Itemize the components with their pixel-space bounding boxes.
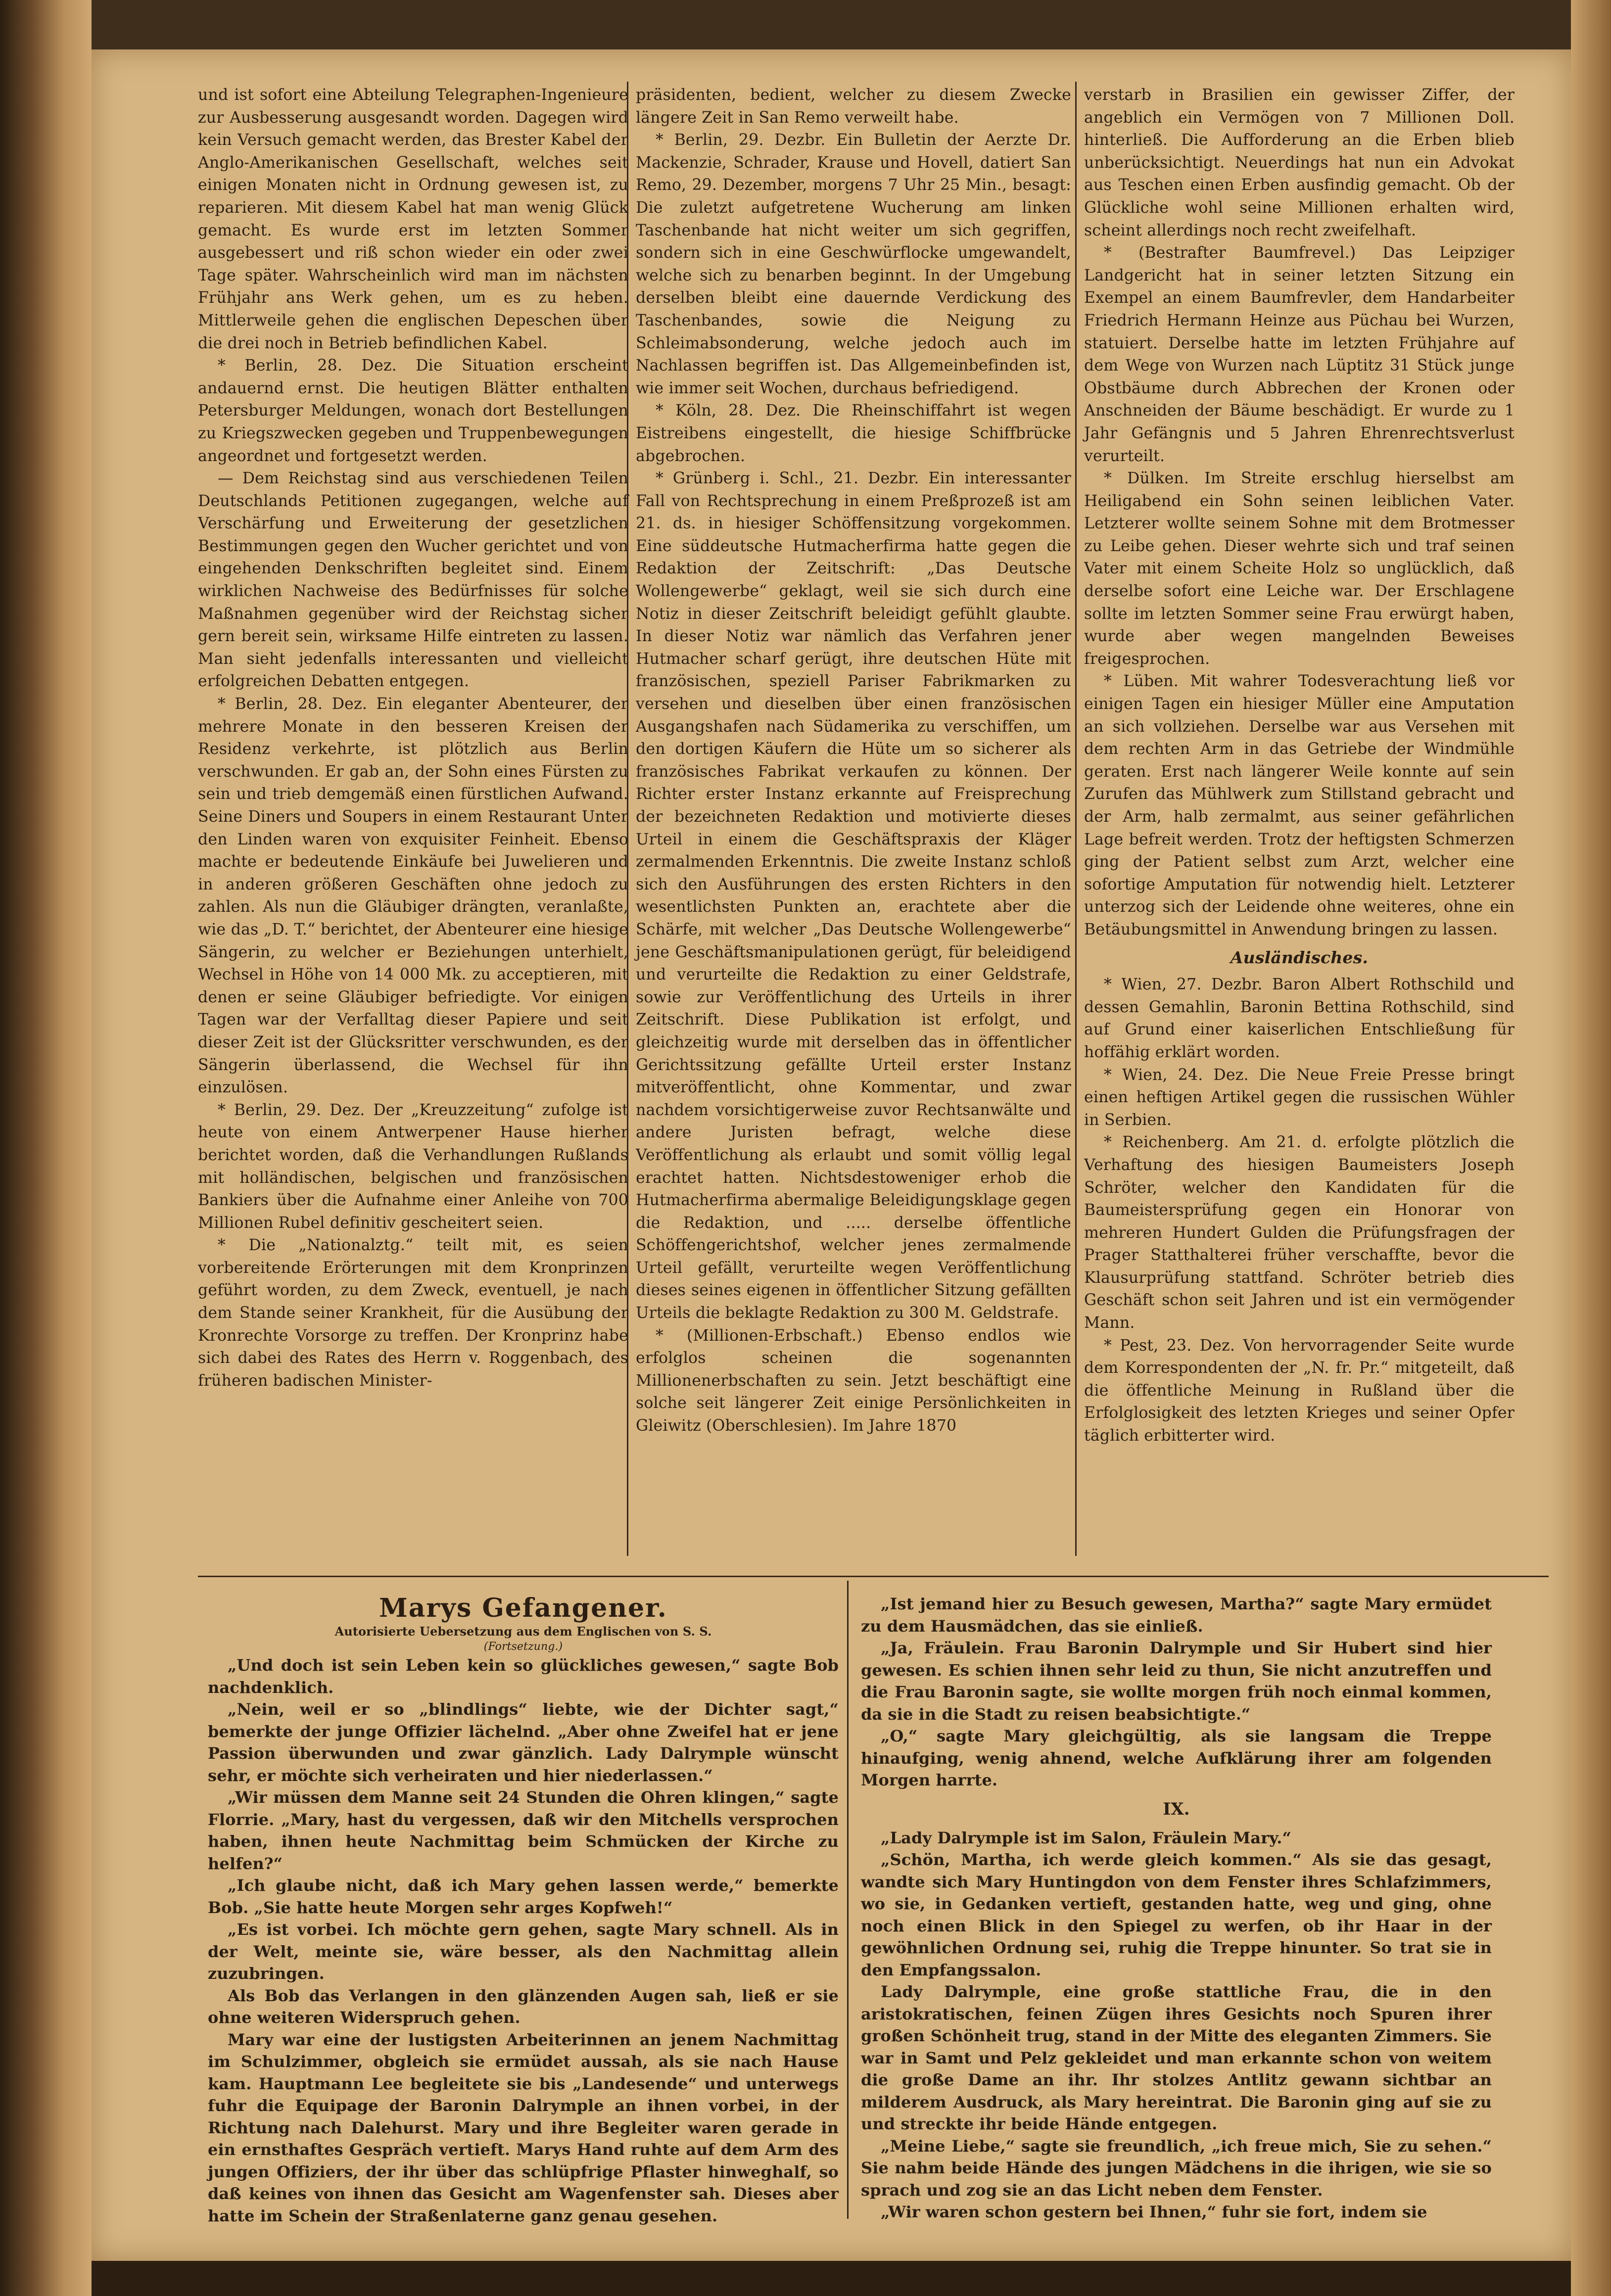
story-paragraph: Mary war eine der lustigsten Arbeiterinnen an jenem Nachmittag im Schulzimmer, obgleich sie ermüdet aussah, als sie nach Hause kam. Hauptmann Lee begleitete sie bis „Landesende“ und unterwegs fuhr die Equipage der Baronin Dalrymple an ihnen vorbei, in der Richtung nach Dalehurst. Mary und ihre Begleiter waren gerade in ein ernsthaftes Gespräch vertieft. Marys Hand ruhte auf dem Arm des jungen Offiziers, der ihr über das schlüpfrige Pflaster hinweghalf, so daß keines von ihnen das Gesicht am Wagenfenster sah. Dieses aber hatte im Schein der Straßenlaterne ganz genau gesehen. <box>208 2030 839 2225</box>
news-paragraph: * Dülken. Im Streite erschlug hierselbst am Heiligabend ein Sohn seinen leiblichen Vater. Letzterer wollte seinem Sohne mit dem Brotmesser zu Leibe gehen. Dieser wehrte sich und traf seinen Vater mit einem Scheite Holz so unglücklich, daß derselbe sofort eine Leiche war. Der Erschlagene sollte im letzten Sommer seine Frau erwürgt haben, wurde aber wegen mangelnden Beweises freigesprochen. <box>1084 469 1515 668</box>
news-paragraph: * Grünberg i. Schl., 21. Dezbr. Ein interessanter Fall von Rechtsprechung in einem Preßprozeß ist am 21. ds. in hiesiger Schöffensitzung vorgekommen. Eine süddeutsche Hutmacherfirma hatte gegen die Redaktion der Zeitschrift: „Das Deutsche Wollengewerbe“ geklagt, weil sie sich durch eine Notiz in dieser Zeitschrift beleidigt gefühlt glaubte. In dieser Notiz war nämlich das Verfahren jener Hutmacher scharf gerügt, ihre deutschen Hüte mit französischen, speziell Pariser Fabrikmarken zu versehen und dieselben über einen französischen Ausgangshafen nach Südamerika zu verschiffen, um den dortigen Käufern die Hüte um so sicherer als französisches Fabrikat verkaufen zu können. Der Richter erster Instanz erkannte auf Freisprechung der bezeichneten Redaktion und motivierte dieses Urteil in einem die Geschäftspraxis der Kläger zermalmenden Erkenntnis. Die zweite Instanz schloß sich den Ausführungen des ersten Richters in den wesentlichsten Punkten an, erachtete aber die Schärfe, mit welcher „Das Deutsche Wollengewerbe“ jene Geschäftsmanipulationen gerügt, für beleidigend und verurteilte die Redaktion zu einer Geldstrafe, sowie zur Veröffentlichung des Urteils in ihrer Zeitschrift. Diese Publikation ist erfolgt, und gleichzeitig wurde mit derselben das in öffentlicher Gerichtssitzung gefällte Urteil erster Instanz mitveröffentlicht, ohne Kommentar, und zwar nachdem vorsichtigerweise zuvor Rechtsanwälte und andere Juristen befragt, welche diese Veröffentlichung als erlaubt und somit völlig legal erachtet hatten. Nichtsdestoweniger erhob die Hutmacherfirma abermalige Beleidigungsklage gegen die Redaktion, und ..... derselbe öffentliche Schöffengerichtshof, welcher jenes zermalmende Urteil gefällt, verurteilte wegen Veröffentlichung dieses seines eigenen in öffentlicher Sitzung gefällten Urteils die beklagte Redaktion zu 300 M. Geldstrafe. <box>636 469 1071 1322</box>
page-edge <box>1571 0 1611 2296</box>
news-paragraph: * Köln, 28. Dez. Die Rheinschiffahrt ist wegen Eistreibens eingestellt, die hiesige Schiffbrücke abgebrochen. <box>636 402 1071 465</box>
story-title: Marys Gefangener. <box>379 1593 667 1623</box>
story-paragraph: „Wir müssen dem Manne seit 24 Stunden die Ohren klingen,“ sagte Florrie. „Mary, hast du vergessen, daß wir den Mitchells versprochen haben, ihnen heute Nachmittag beim Schmücken der Kirche zu helfen?“ <box>208 1788 839 1873</box>
story-subtitle: Autorisierte Uebersetzung aus dem Englischen von S. S. <box>334 1624 712 1639</box>
news-paragraph: * Pest, 23. Dez. Von hervorragender Seite wurde dem Korrespondenten der „N. fr. Pr.“ mitgeteilt, daß die öffentliche Meinung in Rußland über die Erfolglosigkeit des letzten Krieges und seiner Opfer täglich erbitterter wird. <box>1084 1336 1515 1445</box>
story-paragraph: „Schön, Martha, ich werde gleich kommen.“ Als sie das gesagt, wandte sich Mary Huntingdon von dem Fenster ihres Schlafzimmers, wo sie, in Gedanken vertieft, gestanden hatte, weg und ging, ohne noch einen Blick in den Spiegel zu werfen, ob ihr Haar in der gewöhnlichen Ordnung sei, ruhig die Treppe hinunter. So trat sie in den Empfangssalon. <box>861 1850 1492 1979</box>
section-heading-foreign: Ausländisches. <box>1230 947 1369 967</box>
story-paragraph: „Ich glaube nicht, daß ich Mary gehen lassen werde,“ bemerkte Bob. „Sie hatte heute Morgen sehr arges Kopfweh!“ <box>208 1876 839 1917</box>
story-paragraph: „Nein, weil er so „blindlings“ liebte, wie der Dichter sagt,“ bemerkte der junge Offizier lächelnd. „Aber ohne Zweifel hat er jene Passion überwunden und zwar gänzlich. Lady Dalrymple wünscht sehr, er möchte sich verheiraten und hier niederlassen.“ <box>208 1700 839 1785</box>
story-paragraph: „Ja, Fräulein. Frau Baronin Dalrymple und Sir Hubert sind hier gewesen. Es schien ihnen sehr leid zu thun, Sie nicht anzutreffen und die Frau Baronin sagte, sie wollte morgen früh noch einmal kommen, da sie in die Stadt zu reisen beabsichtigte.“ <box>861 1639 1492 1724</box>
chapter-number: IX. <box>1163 1799 1190 1819</box>
column-rule <box>847 1581 849 2219</box>
story-paragraph: „Wir waren schon gestern bei Ihnen,“ fuhr sie fort, indem sie <box>881 2202 1427 2221</box>
news-paragraph: * Reichenberg. Am 21. d. erfolgte plötzlich die Verhaftung des hiesigen Baumeisters Joseph Schröter, welcher den Kandidaten für die Baumeistersprüfung gegen ein Honorar von mehreren Hundert Gulden die Prüfungsfragen der Prager Statthalterei früher verschaffte, bevor die Klausurprüfung stattfand. Schröter betrieb dies Geschäft schon seit Jahren und ist ein vermögender Mann. <box>1084 1133 1515 1332</box>
feuilleton-rule <box>198 1576 1549 1577</box>
news-paragraph: * Wien, 24. Dez. Die Neue Freie Presse bringt einen heftigen Artikel gegen die russischen Wühler in Serbien. <box>1084 1066 1515 1129</box>
story-paragraph: „O,“ sagte Mary gleichgültig, als sie langsam die Treppe hinaufging, wenig ahnend, welche Aufklärung ihrer am folgenden Morgen harrte. <box>861 1727 1492 1789</box>
story-paragraph: „Und doch ist sein Leben kein so glückliches gewesen,“ sagte Bob nachdenklich. <box>208 1656 839 1697</box>
news-paragraph: * (Bestrafter Baumfrevel.) Das Leipziger Landgericht hat in seiner letzten Sitzung ein Exempel an einem Baumfrevler, dem Handarbeiter Friedrich Hermann Heinze aus Püchau bei Wurzen, statuiert. Derselbe hatte im letzten Frühjahre auf dem Wege von Wurzen nach Lüptitz 31 Stück junge Obstbäume durch Abbrechen der Kronen oder Anschneiden der Bäume beschädigt. Er wurde zu 1 Jahr Gefängnis und 5 Jahren Ehrenrechtsverlust verurteilt. <box>1084 244 1515 465</box>
story-column-left <box>208 1593 839 2227</box>
news-paragraph: und ist sofort eine Abteilung Telegraphen-Ingenieure zur Ausbesserung ausgesandt worden. Dagegen wird kein Versuch gemacht werden, das Brester Kabel der Anglo-Amerikanischen Gesellschaft, welches seit einigen Monaten nicht in Ordnung gewesen ist, zu reparieren. Mit diesem Kabel hat man wenig Glück gemacht. Es wurde erst im letzten Sommer ausgebessert und riß schon wieder ein oder zwei Tage später. Wahrscheinlich wird man im nächsten Frühjahr ans Werk gehen, um es zu heben. Mittlerweile gehen die englischen Depeschen über die drei noch in Betrieb befindlichen Kabel. <box>198 86 628 352</box>
news-paragraph: verstarb in Brasilien ein gewisser Ziffer, der angeblich ein Vermögen von 7 Millionen Doll. hinterließ. Die Aufforderung an die Erben blieb unberücksichtigt. Neuerdings hat nun ein Advokat aus Teschen einen Erben ausfindig gemacht. Ob der Glückliche wohl seine Millionen erhalten wird, scheint allerdings noch recht zweifelhaft. <box>1084 86 1515 239</box>
news-paragraph: — Dem Reichstag sind aus verschiedenen Teilen Deutschlands Petitionen zugegangen, welche auf Verschärfung und Erweiterung der gesetzlichen Bestimmungen gegen den Wucher gerichtet und von eingehenden Denkschriften begleitet sind. Einem wirklichen Nachweise des Bedürfnisses für solche Maßnahmen gegenüber wird der Reichstag sicher gern bereit sein, wirksame Hilfe eintreten zu lassen. Man sieht jedenfalls interessanten und vielleicht erfolgreichen Debatten entgegen. <box>198 469 628 691</box>
news-paragraph: * Berlin, 29. Dezbr. Ein Bulletin der Aerzte Dr. Mackenzie, Schrader, Krause und Hovell, datiert San Remo, 29. Dezember, morgens 7 Uhr 25 Min., besagt: Die zuletzt aufgetretene Wucherung am linken Taschenbande hat nicht weiter um sich gegriffen, sondern sich in eine Geschwürflocke umgewandelt, welche sich zu benarben beginnt. In der Umgebung derselben bleibt eine dauernde Verdickung des Taschenbandes, sowie die Neigung zu Schleimabsonderung, welche jedoch auch im Nachlassen begriffen ist. Das Allgemeinbefinden ist, wie immer seit Wochen, durchaus befriedigend. <box>636 131 1071 397</box>
story-column-right <box>861 1593 1492 2223</box>
story-paragraph: „Es ist vorbei. Ich möchte gern gehen, sagte Mary schnell. Als in der Welt, meinte sie, wäre besser, als den Nachmittag allein zuzubringen. <box>208 1920 839 1983</box>
story-paragraph: „Meine Liebe,“ sagte sie freundlich, „ich freue mich, Sie zu sehen.“ Sie nahm beide Hände des jungen Mädchens in die ihrigen, wie sie so sprach und zog sie an das Licht neben dem Fenster. <box>861 2136 1492 2200</box>
news-column-2 <box>636 84 1071 1438</box>
news-column-1 <box>198 84 628 1392</box>
story-continued: (Fortsetzung.) <box>483 1640 563 1653</box>
news-paragraph: * Berlin, 29. Dez. Der „Kreuzzeitung“ zufolge ist heute von einem Antwerpener Hause hierher berichtet worden, daß die Verhandlungen Rußlands mit holländischen, belgischen und französischen Bankiers über die Aufnahme einer Anleihe von 700 Millionen Rubel definitiv gescheitert seien. <box>198 1101 628 1232</box>
newspaper-page <box>92 49 1571 2261</box>
book-spine <box>0 0 92 2296</box>
news-paragraph: * Wien, 27. Dezbr. Baron Albert Rothschild und dessen Gemahlin, Baronin Bettina Rothschild, sind auf Grund einer kaiserlichen Entschließung für hoffähig erklärt worden. <box>1084 976 1515 1061</box>
news-paragraph: * Berlin, 28. Dez. Die Situation erscheint andauernd ernst. Die heutigen Blätter enthalten Petersburger Meldungen, wonach dort Bestellungen zu Kriegszwecken gegeben und Truppenbewegungen angeordnet und fortgesetzt werden. <box>198 357 628 465</box>
scan-background <box>92 2261 1571 2296</box>
news-paragraph: * Die „Nationalztg.“ teilt mit, es seien vorbereitende Erörterungen mit dem Kronprinzen geführt worden, zu dem Zweck, eventuell, je nach dem Stande seiner Krankheit, für die Ausübung der Kronrechte Vorsorge zu treffen. Der Kronprinz habe sich dabei des Rates des Herrn v. Roggenbach, des früheren badischen Minister- <box>198 1236 628 1390</box>
news-column-3 <box>1084 84 1515 1448</box>
column-rule <box>1075 82 1077 1556</box>
news-paragraph: * Lüben. Mit wahrer Todesverachtung ließ vor einigen Tagen ein hiesiger Müller eine Amputation an sich vollziehen. Derselbe war aus Versehen mit dem rechten Arm in das Getriebe der Windmühle geraten. Erst nach längerer Weile konnte auf sein Zurufen das Mühlwerk zum Stillstand gebracht und der Arm, halb zermalmt, aus seiner gefährlichen Lage befreit werden. Trotz der heftigsten Schmerzen ging der Patient selbst zum Arzt, welcher eine sofortige Amputation für notwendig hielt. Letzterer unterzog sich der Leidende ohne weiteres, ohne ein Betäubungsmittel in Anwendung bringen zu lassen. <box>1084 672 1515 938</box>
news-paragraph: präsidenten, bedient, welcher zu diesem Zwecke längere Zeit in San Remo verweilt habe. <box>636 86 1071 127</box>
story-paragraph: „Lady Dalrymple ist im Salon, Fräulein Mary.“ <box>881 1828 1291 1847</box>
news-paragraph: * Berlin, 28. Dez. Ein eleganter Abenteurer, der mehrere Monate in den besseren Kreisen der Residenz verkehrte, ist plötzlich aus Berlin verschwunden. Er gab an, der Sohn eines Fürsten zu sein und trieb demgemäß einen fürstlichen Aufwand. Seine Diners und Soupers in einem Restaurant Unter den Linden waren von exquisiter Feinheit. Ebenso machte er bedeutende Einkäufe bei Juwelieren und in anderen größeren Geschäften ohne jedoch zu zahlen. Als nun die Gläubiger drängten, veranlaßte, wie das „D. T.“ berichtet, der Abenteurer eine hiesige Sängerin, zu welcher er Beziehungen unterhielt, Wechsel in Höhe von 14 000 Mk. zu acceptieren, mit denen er seine Gläubiger befriedigte. Vor einigen Tagen war der Verfalltag dieser Papiere und seit dieser Zeit ist der Glücksritter verschwunden, es der Sängerin überlassend, die Wechsel für ihn einzulösen. <box>198 695 628 1097</box>
story-paragraph: Lady Dalrymple, eine große stattliche Frau, die in den aristokratischen, feinen Zügen ihres Gesichts noch Spuren ihrer großen Schönheit trug, stand in der Mitte des eleganten Zimmers. Sie war in Samt und Pelz gekleidet und man erkannte schon von weitem die große Dame an ihr. Ihr stolzes Antlitz gewann sichtbar an milderem Ausdruck, als Mary hereintrat. Die Baronin ging auf sie zu und streckte ihr beide Hände entgegen. <box>861 1982 1492 2133</box>
story-paragraph: „Ist jemand hier zu Besuch gewesen, Martha?“ sagte Mary ermüdet zu dem Hausmädchen, das sie einließ. <box>861 1594 1492 1636</box>
news-paragraph: * (Millionen-Erbschaft.) Ebenso endlos wie erfolglos scheinen die sogenannten Millionenerbschaften zu sein. Jetzt beschäftigt eine solche seit längerer Zeit einige Persönlichkeiten in Gleiwitz (Oberschlesien). Im Jahre 1870 <box>636 1326 1071 1435</box>
story-paragraph: Als Bob das Verlangen in den glänzenden Augen sah, ließ er sie ohne weiteren Widerspruch gehen. <box>208 1986 839 2027</box>
